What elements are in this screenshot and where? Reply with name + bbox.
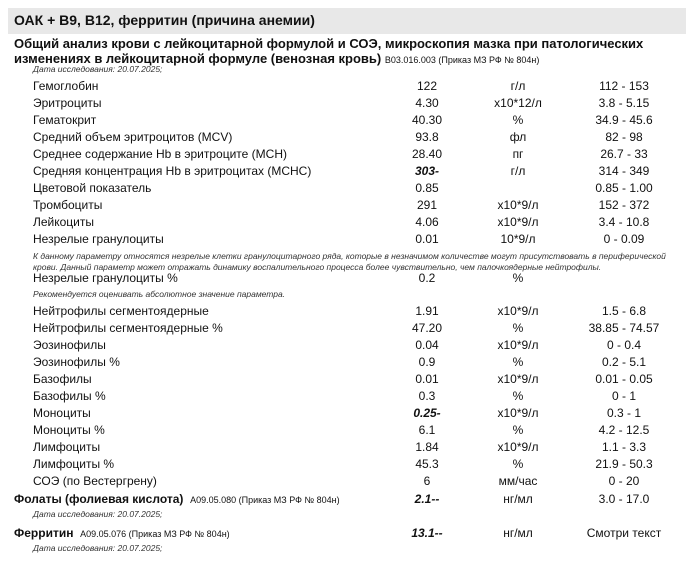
test-reference: 0 - 1 bbox=[611, 389, 636, 403]
folate-date: Дата исследования: 20.07.2025; bbox=[33, 509, 163, 519]
folate-value: 2.1-- bbox=[414, 492, 440, 506]
test-value: 1.91 bbox=[415, 304, 439, 318]
test-value: 4.30 bbox=[415, 96, 439, 110]
test-name: Среднее содержание Hb в эритроците (MCH) bbox=[33, 147, 287, 161]
folate-unit: нг/мл bbox=[503, 492, 533, 506]
test-value: 122 bbox=[416, 79, 438, 93]
test-unit: % bbox=[512, 423, 524, 437]
test-unit: х10*12/л bbox=[494, 96, 542, 110]
test-reference: 1.1 - 3.3 bbox=[601, 440, 647, 454]
test-value: 0.01 bbox=[415, 372, 439, 386]
folate-row bbox=[0, 491, 694, 508]
test-value: 6 bbox=[423, 474, 431, 488]
test-name: Эозинофилы % bbox=[33, 355, 120, 369]
test-unit: мм/час bbox=[498, 474, 538, 488]
note-immature-granulocytes: К данному параметру относятся незрелые клетки гранулоцитарного ряда, которые в незначимом количестве могут присутствовать в периферической крови. Данный параметр может отражать динамику воспалительного процесса более чувствительно, чем палочкоядерные нейтрофилы. bbox=[33, 251, 666, 272]
ferritin-value: 13.1-- bbox=[411, 526, 443, 540]
test-value: 6.1 bbox=[418, 423, 436, 437]
cbc-date: Дата исследования: 20.07.2025; bbox=[33, 64, 163, 74]
test-unit: х10*9/л bbox=[497, 406, 539, 420]
test-value: 0.85 bbox=[415, 181, 439, 195]
test-unit: г/л bbox=[510, 164, 526, 178]
test-unit: % bbox=[512, 271, 524, 285]
test-unit: х10*9/л bbox=[497, 304, 539, 318]
ferritin-code: A09.05.076 (Приказ МЗ РФ № 804н) bbox=[80, 529, 230, 539]
result-row bbox=[0, 214, 694, 231]
test-reference: 152 - 372 bbox=[598, 198, 650, 212]
test-name: Лимфоциты % bbox=[33, 457, 115, 471]
result-row bbox=[0, 146, 694, 163]
result-row bbox=[0, 303, 694, 320]
folate-title bbox=[14, 492, 340, 506]
result-row bbox=[0, 197, 694, 214]
test-value: 28.40 bbox=[411, 147, 443, 161]
test-reference: 3.8 - 5.15 bbox=[598, 96, 650, 110]
result-row bbox=[0, 95, 694, 112]
test-name: Средний объем эритроцитов (MCV) bbox=[33, 130, 233, 144]
test-value: 40.30 bbox=[411, 113, 443, 127]
result-row bbox=[0, 180, 694, 197]
test-reference: 0.01 - 0.05 bbox=[595, 372, 653, 386]
test-reference: 0.3 - 1 bbox=[606, 406, 642, 420]
test-value: 0.2 bbox=[418, 271, 436, 285]
test-value: 47.20 bbox=[411, 321, 443, 335]
test-name: Моноциты % bbox=[33, 423, 105, 437]
test-unit: фл bbox=[509, 130, 527, 144]
test-reference: 0 - 0.4 bbox=[606, 338, 642, 352]
test-value: 0.9 bbox=[418, 355, 436, 369]
cbc-code: B03.016.003 (Приказ МЗ РФ № 804н) bbox=[384, 55, 540, 65]
test-unit: % bbox=[512, 457, 524, 471]
test-reference: 1.5 - 6.8 bbox=[601, 304, 647, 318]
test-value: 1.84 bbox=[415, 440, 439, 454]
test-unit: х10*9/л bbox=[497, 372, 539, 386]
report-title: ОАК + В9, В12, ферритин (причина анемии) bbox=[14, 12, 315, 28]
result-row bbox=[0, 473, 694, 490]
result-row bbox=[0, 388, 694, 405]
test-name: Нейтрофилы сегментоядерные % bbox=[33, 321, 223, 335]
note-absolute-value: Рекомендуется оценивать абсолютное значение параметра. bbox=[33, 289, 286, 299]
test-name: Средняя концентрация Hb в эритроцитах (MCHC) bbox=[33, 164, 312, 178]
report-header bbox=[8, 8, 686, 34]
result-row bbox=[0, 320, 694, 337]
test-name: Лимфоциты bbox=[33, 440, 101, 454]
result-row bbox=[0, 371, 694, 388]
test-unit: 10*9/л bbox=[500, 232, 536, 246]
test-unit: х10*9/л bbox=[497, 215, 539, 229]
test-name: Тромбоциты bbox=[33, 198, 103, 212]
test-value: 0.01 bbox=[415, 232, 439, 246]
test-name: СОЭ (по Вестергрену) bbox=[33, 474, 157, 488]
ferritin-title bbox=[14, 526, 230, 540]
test-reference: 0 - 0.09 bbox=[603, 232, 645, 246]
test-name: Гемоглобин bbox=[33, 79, 99, 93]
test-name: Цветовой показатель bbox=[33, 181, 152, 195]
result-row bbox=[0, 163, 694, 180]
test-name: Эритроциты bbox=[33, 96, 102, 110]
test-reference: 4.2 - 12.5 bbox=[598, 423, 650, 437]
test-unit: % bbox=[512, 113, 524, 127]
result-row bbox=[0, 422, 694, 439]
test-name: Лейкоциты bbox=[33, 215, 95, 229]
ferritin-unit: нг/мл bbox=[503, 526, 533, 540]
test-reference: 0.2 - 5.1 bbox=[601, 355, 647, 369]
test-reference: 314 - 349 bbox=[598, 164, 650, 178]
test-name: Нейтрофилы сегментоядерные bbox=[33, 304, 209, 318]
test-name: Моноциты bbox=[33, 406, 91, 420]
result-row bbox=[0, 337, 694, 354]
test-value: 303- bbox=[414, 164, 440, 178]
test-value: 0.3 bbox=[418, 389, 436, 403]
test-unit: % bbox=[512, 321, 524, 335]
test-unit: х10*9/л bbox=[497, 198, 539, 212]
test-value: 291 bbox=[416, 198, 438, 212]
result-row bbox=[0, 231, 694, 248]
test-reference: 21.9 - 50.3 bbox=[595, 457, 653, 471]
test-name: Базофилы bbox=[33, 372, 92, 386]
test-value: 93.8 bbox=[415, 130, 439, 144]
ferritin-date: Дата исследования: 20.07.2025; bbox=[33, 543, 163, 553]
test-reference: 0.85 - 1.00 bbox=[595, 181, 653, 195]
test-reference: 3.4 - 10.8 bbox=[598, 215, 650, 229]
test-reference: 112 - 153 bbox=[599, 79, 649, 93]
test-reference: 0 - 20 bbox=[608, 474, 640, 488]
test-value: 4.06 bbox=[415, 215, 439, 229]
test-value: 45.3 bbox=[415, 457, 439, 471]
result-row bbox=[0, 78, 694, 95]
result-row bbox=[0, 129, 694, 146]
test-name: Незрелые гранулоциты % bbox=[33, 271, 178, 285]
test-value: 0.04 bbox=[415, 338, 439, 352]
test-unit: х10*9/л bbox=[497, 440, 539, 454]
result-row bbox=[0, 456, 694, 473]
test-reference: 82 - 98 bbox=[605, 130, 643, 144]
folate-code: A09.05.080 (Приказ МЗ РФ № 804н) bbox=[190, 495, 340, 505]
test-unit: х10*9/л bbox=[497, 338, 539, 352]
result-row bbox=[0, 112, 694, 129]
folate-reference: 3.0 - 17.0 bbox=[598, 492, 650, 506]
test-reference: 38.85 - 74.57 bbox=[588, 321, 660, 335]
result-row bbox=[0, 354, 694, 371]
ferritin-reference: Смотри текст bbox=[586, 526, 662, 540]
test-unit: пг bbox=[512, 147, 524, 161]
test-value: 0.25- bbox=[413, 406, 441, 420]
result-row bbox=[0, 439, 694, 456]
test-reference: 26.7 - 33 bbox=[600, 147, 648, 161]
test-name: Незрелые гранулоциты bbox=[33, 232, 164, 246]
test-unit: % bbox=[512, 389, 524, 403]
test-name: Базофилы % bbox=[33, 389, 106, 403]
cbc-title-text: Общий анализ крови с лейкоцитарной формулой и СОЭ, микроскопия мазка при патологических изменениях в лейкоцитарной формуле (венозная кровь) bbox=[14, 36, 644, 66]
ferritin-row bbox=[0, 525, 694, 542]
ferritin-name: Ферритин bbox=[14, 526, 74, 540]
test-name: Эозинофилы bbox=[33, 338, 106, 352]
test-reference: 34.9 - 45.6 bbox=[595, 113, 653, 127]
test-name: Гематокрит bbox=[33, 113, 97, 127]
test-unit: % bbox=[512, 355, 524, 369]
result-row bbox=[0, 405, 694, 422]
folate-name: Фолаты (фолиевая кислота) bbox=[14, 492, 184, 506]
test-unit: г/л bbox=[510, 79, 526, 93]
result-row bbox=[0, 270, 694, 287]
